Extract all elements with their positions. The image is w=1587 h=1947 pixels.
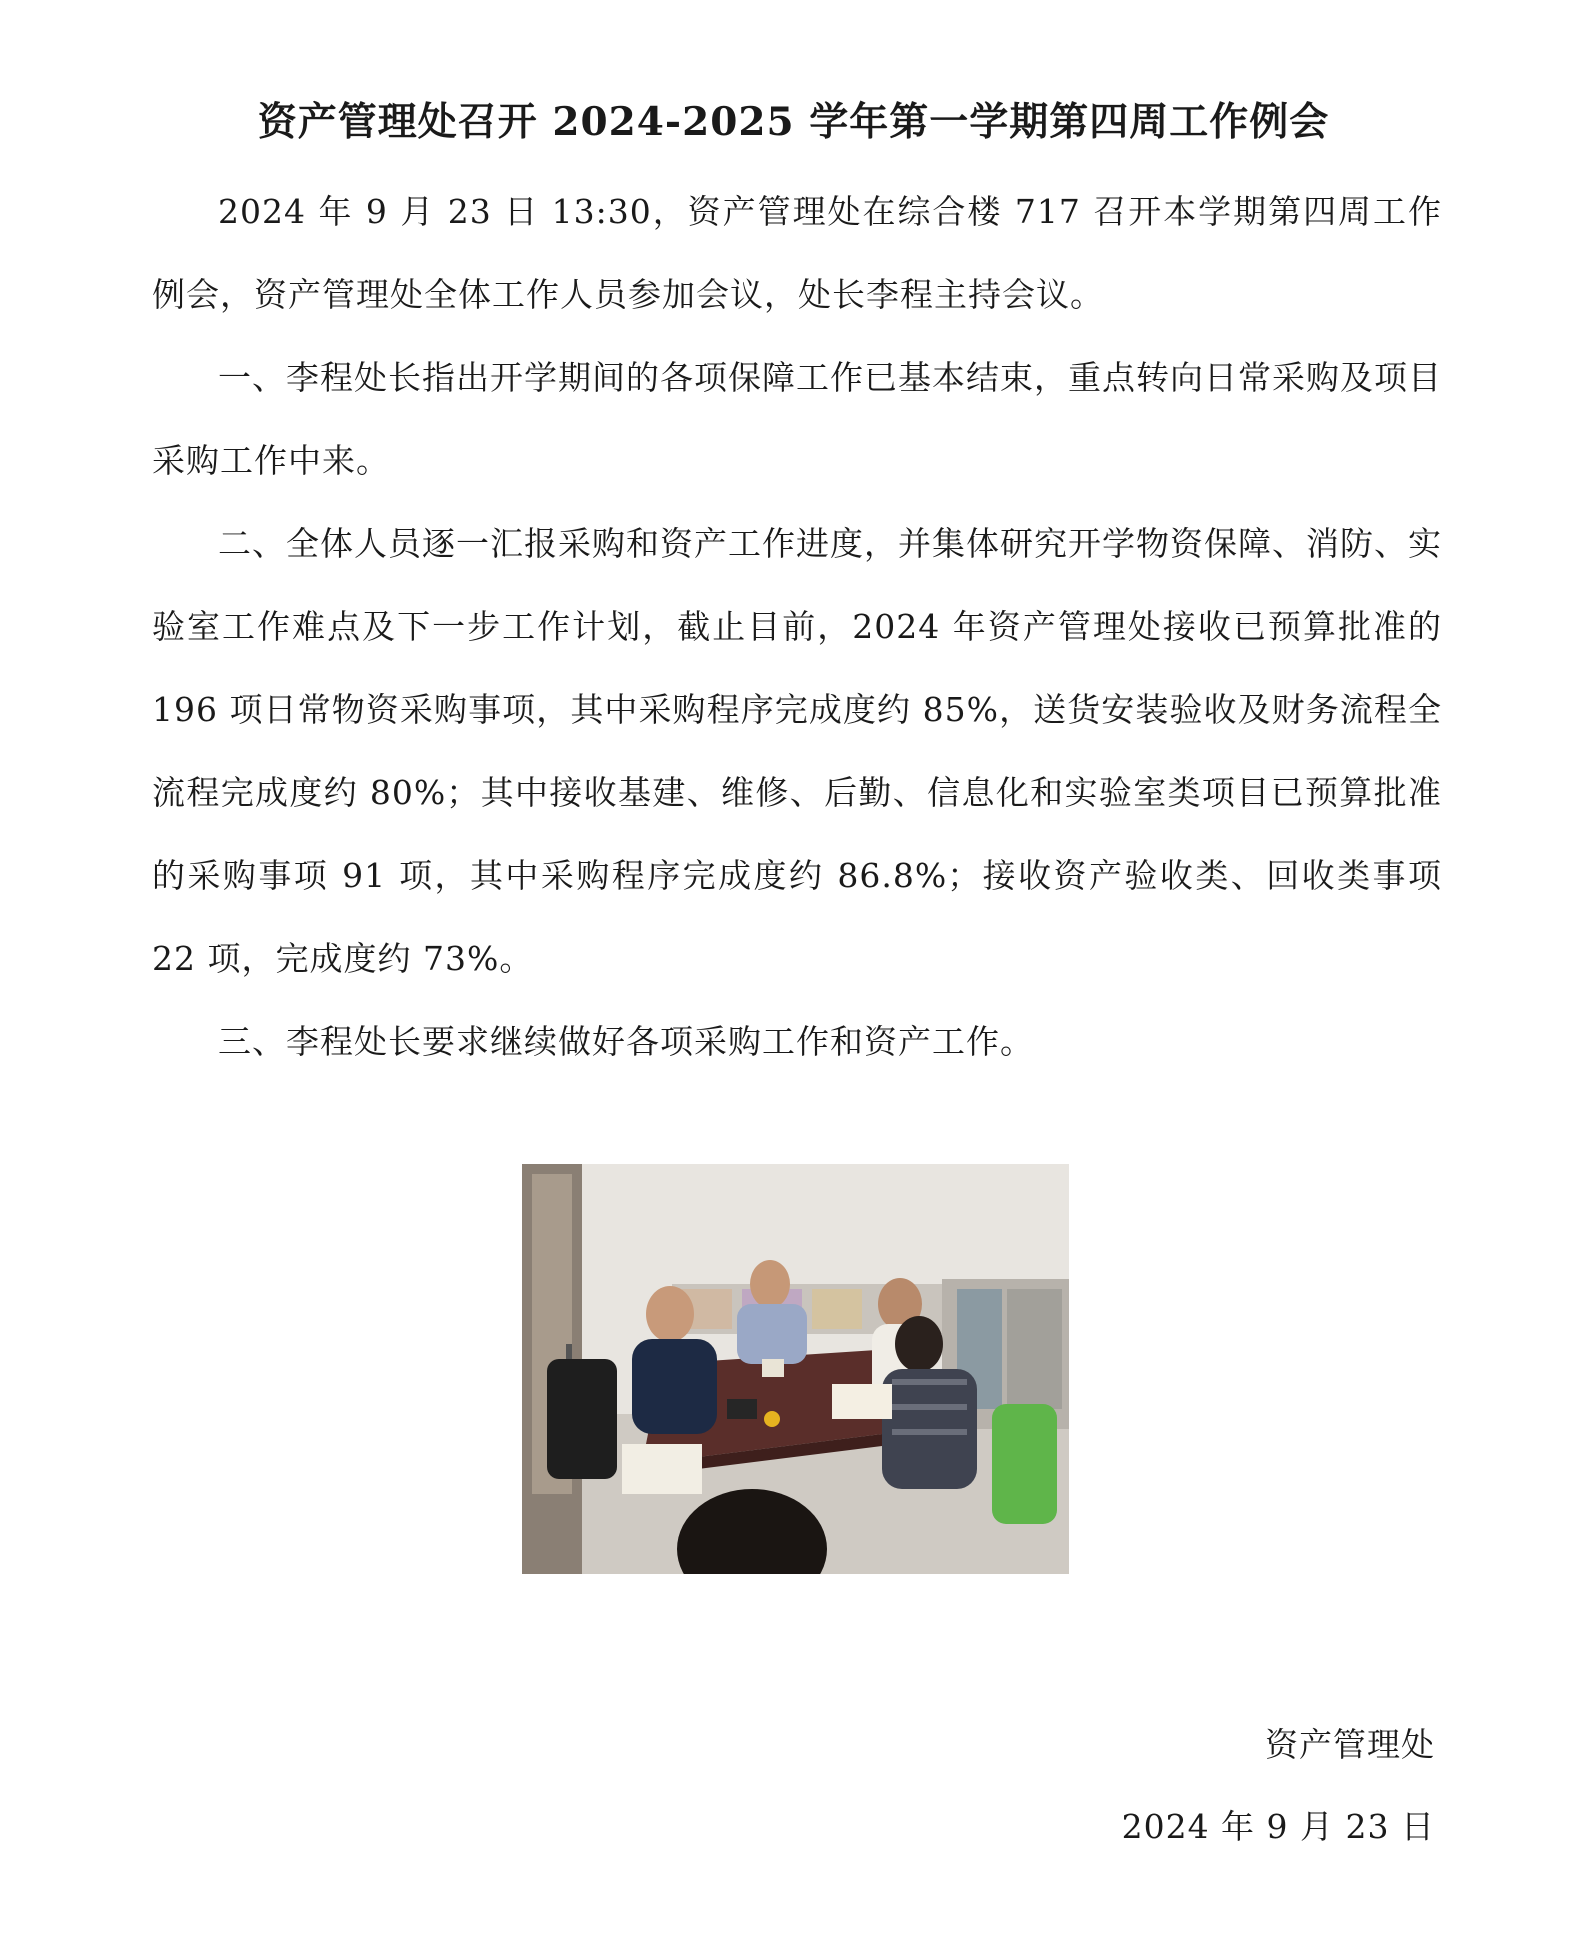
document-body: [152, 170, 1442, 1083]
meeting-photo: [522, 1164, 1069, 1574]
paragraph-intro: 2024 年 9 月 23 日 13:30，资产管理处在综合楼 717 召开本学期第四周工作例会，资产管理处全体工作人员参加会议，处长李程主持会议。: [152, 192, 1442, 314]
paragraph-item-2: 二、全体人员逐一汇报采购和资产工作进度，并集体研究开学物资保障、消防、实验室工作难点及下一步工作计划，截止目前，2024 年资产管理处接收已预算批准的 196 项日常物资采购事项，其中采购程序完成度约 85%，送货安装验收及财务流程全流程完成度约 80%；其中接收基建、维修、后勤、信息化和实验室类项目已预算批准的采购事项 91 项，其中采购程序完成度约 86.8%；接收资产验收类、回收类事项 22 项，完成度约 73%。: [152, 524, 1442, 978]
signature-organization: 资产管理处: [1265, 1725, 1435, 1764]
signature-date: 2024 年 9 月 23 日: [1121, 1807, 1435, 1846]
paragraph-item-3: 三、李程处长要求继续做好各项采购工作和资产工作。: [218, 1022, 1034, 1061]
document-title: 资产管理处召开 2024-2025 学年第一学期第四周工作例会: [257, 99, 1330, 145]
paragraph-item-1: 一、李程处长指出开学期间的各项保障工作已基本结束，重点转向日常采购及项目采购工作中来。: [152, 358, 1442, 480]
